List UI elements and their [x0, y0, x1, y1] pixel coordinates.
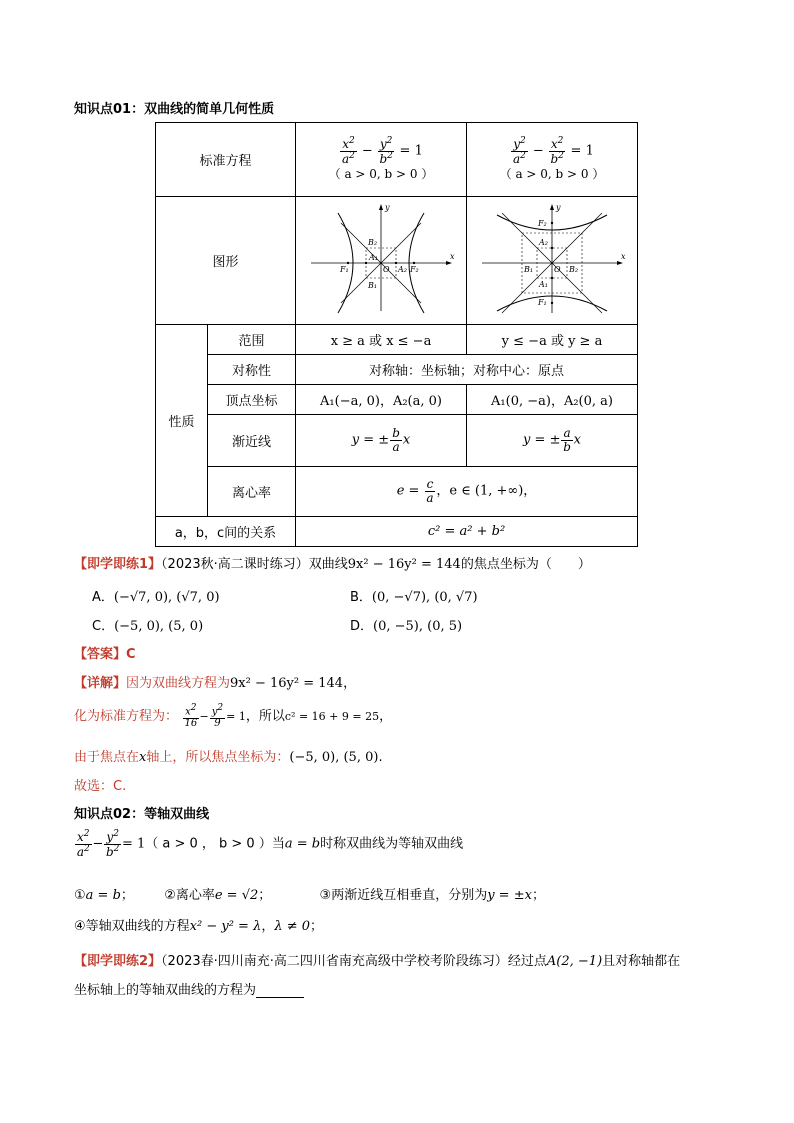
example2-point: A(2, −1) — [546, 954, 603, 969]
point4-eq2: λ ≠ 0 — [274, 919, 310, 934]
f1-label: F₁ — [538, 297, 547, 307]
point1-eq: a = b — [85, 888, 121, 903]
point4-text: ④等轴双曲线的方程 — [74, 919, 190, 934]
section2-line1: $\frac{x^2}{a^2}$ − $\frac{y^2}{b^2}$ = 1（ a > 0 ， b > 0 ）当a = b时称双曲线为等轴双曲线 — [76, 829, 464, 859]
vertex-label: 顶点坐标 — [208, 385, 296, 415]
a2-label: A₂ — [539, 237, 548, 247]
option-c-value: (−5, 0), (5, 0) — [114, 619, 204, 634]
section2-line1-eq: a = b — [284, 836, 321, 852]
example2-line2 — [74, 979, 304, 998]
ecc-value: e = $\frac{c}{a}$ ，e ∈ (1, +∞)， — [296, 467, 638, 517]
section2-line3 — [74, 915, 323, 934]
section2-line1-cond: （ a > 0 ， b > 0 ）当 — [145, 836, 285, 852]
section2-line2 — [74, 884, 545, 903]
vertex-1: A₁(−a, 0)，A₂(a, 0) — [296, 385, 467, 415]
asym-1: y = ± $\frac{b}{a}$ x — [296, 415, 467, 467]
graph-vertical — [467, 197, 638, 325]
f2-label: F₂ — [538, 218, 547, 228]
example1-stem — [74, 553, 591, 572]
section2-heading: 知识点02：等轴双曲线 — [74, 807, 210, 822]
detail1-line2-mid: ，所以 — [245, 709, 285, 725]
std-eq-2-condition: （ a > 0, b > 0 ） — [499, 167, 605, 182]
std-eq-label: 标准方程 — [156, 123, 296, 197]
point4-mid: ， — [261, 919, 275, 934]
detail1-line3-text2: 轴上，所以焦点坐标为： — [146, 750, 290, 765]
detail1-line1-end: ， — [343, 676, 357, 691]
ecc-range: ，e ∈ (1, +∞)， — [436, 484, 537, 499]
option-d[interactable] — [350, 615, 462, 634]
answer-blank[interactable] — [256, 985, 304, 998]
b2-label: B₂ — [368, 237, 378, 247]
detail1-line1-text: 因为双曲线方程为 — [126, 676, 231, 691]
point3-text: ③两渐近线互相垂直，分别为 — [319, 888, 488, 903]
detail1-line4: 故选：C. — [74, 779, 127, 794]
rel-label: a，b，c间的关系 — [156, 517, 296, 547]
b1-label: B₁ — [368, 280, 378, 290]
f1-label: F₁ — [340, 264, 349, 274]
section2-line1-tail: 时称双曲线为等轴双曲线 — [320, 836, 464, 852]
option-b-value: (0, −√7), (0, √7) — [371, 590, 478, 605]
detail1-line2: 化为标准方程为： $\frac{x^2}{16}$ − $\frac{y^2}{9}$ = 1，所以c² = 16 + 9 = 25， — [74, 703, 393, 729]
detail1-line3-text: 由于焦点在 — [74, 750, 140, 765]
option-a-label: A． — [92, 590, 114, 605]
range-label: 范围 — [208, 325, 296, 355]
graph-horizontal — [296, 197, 467, 325]
option-a-value: (−√7, 0), (√7, 0) — [113, 590, 220, 605]
y-axis-label: y — [385, 202, 390, 212]
point4-eq: x² − y² = λ — [189, 919, 262, 934]
vertical-hyperbola-figure — [477, 201, 627, 317]
detail1-line3-end: . — [378, 750, 383, 765]
answer1 — [74, 643, 136, 662]
horizontal-hyperbola-figure — [306, 201, 456, 317]
x-axis-label: x — [621, 251, 626, 261]
answer1-value: C — [126, 647, 136, 662]
option-b[interactable] — [350, 586, 478, 605]
x-axis-label: x — [450, 251, 455, 261]
a1-label: A₁ — [369, 252, 378, 262]
point3-eq: y = ±x — [487, 888, 532, 903]
std-eq-2: $\frac{y^2}{a^2}$ − $\frac{x^2}{b^2}$ = 1 （ a > 0, b > 0 ） — [467, 123, 638, 197]
range-1: x ≥ a 或 x ≤ −a — [296, 325, 467, 355]
detail1-line3-x: x — [139, 750, 147, 765]
f2-label: F₂ — [410, 264, 419, 274]
example2-line2-text: 坐标轴上的等轴双曲线的方程为 — [74, 983, 257, 998]
asym-2: y = ± $\frac{a}{b}$ x — [467, 415, 638, 467]
point2-text: ②离心率 — [164, 888, 215, 903]
point2-eq: e = √2 — [214, 888, 259, 903]
point2-end: ； — [258, 888, 272, 903]
example2-stem — [74, 950, 680, 969]
option-d-value: (0, −5), (0, 5) — [373, 619, 463, 634]
example2-text: （2023春·四川南充·高二四川省南充高级中学校考阶段练习）经过点 — [161, 954, 547, 969]
option-d-label: D． — [350, 619, 374, 634]
asym-label: 渐近线 — [208, 415, 296, 467]
range-2: y ≤ −a 或 y ≥ a — [467, 325, 638, 355]
y-axis-label: y — [556, 202, 561, 212]
a1-label: A₁ — [539, 279, 548, 289]
detail1-label: 【详解】 — [74, 676, 127, 691]
b2-label: B₂ — [569, 264, 579, 274]
hyperbola-properties-table — [155, 122, 638, 547]
example2-tag: 【即学即练2】 — [74, 954, 162, 969]
section1-heading: 知识点01：双曲线的简单几何性质 — [74, 102, 275, 117]
option-c[interactable] — [92, 615, 203, 634]
example1-source: （2023秋·高二课时练习）双曲线 — [161, 557, 348, 572]
detail1-line1-eq: 9x² − 16y² = 144 — [230, 676, 344, 691]
std-eq-1-condition: （ a > 0, b > 0 ） — [328, 167, 434, 182]
detail1-line3 — [74, 746, 383, 765]
origin-label: O — [383, 264, 390, 274]
example1-tail: 的焦点坐标为（ ） — [460, 557, 591, 572]
b1-label: B₁ — [524, 264, 534, 274]
point1-marker: ① — [74, 888, 86, 903]
a2-label: A₂ — [398, 264, 407, 274]
vertex-2: A₁(0, −a)，A₂(0, a) — [467, 385, 638, 415]
option-b-label: B． — [350, 590, 372, 605]
example1-tag: 【即学即练1】 — [74, 557, 162, 572]
example1-equation: 9x² − 16y² = 144 — [347, 557, 461, 572]
detail1-line2-end: ， — [379, 709, 393, 725]
sym-label: 对称性 — [208, 355, 296, 385]
props-label: 性质 — [156, 325, 208, 517]
answer1-label: 【答案】 — [74, 647, 127, 662]
point3-end: ； — [531, 888, 545, 903]
graph-label: 图形 — [156, 197, 296, 325]
sym-value: 对称轴：坐标轴；对称中心：原点 — [296, 355, 638, 385]
detail1-line2-text: 化为标准方程为： — [74, 709, 179, 725]
detail1-line1 — [74, 672, 356, 691]
point1-end: ； — [120, 888, 134, 903]
std-eq-1: $\frac{x^2}{a^2}$ − $\frac{y^2}{b^2}$ = 1 （ a > 0, b > 0 ） — [296, 123, 467, 197]
example2-text2: 且对称轴都在 — [602, 954, 681, 969]
detail1-line3-eq: (−5, 0), (5, 0) — [289, 750, 379, 765]
option-a[interactable] — [92, 586, 220, 605]
option-c-label: C． — [92, 619, 115, 634]
point4-end: ； — [310, 919, 324, 934]
rel-value: c² = a² + b² — [296, 517, 638, 547]
detail1-line2-eq: c² = 16 + 9 = 25 — [284, 710, 380, 724]
ecc-label: 离心率 — [208, 467, 296, 517]
origin-label: O — [554, 264, 561, 274]
